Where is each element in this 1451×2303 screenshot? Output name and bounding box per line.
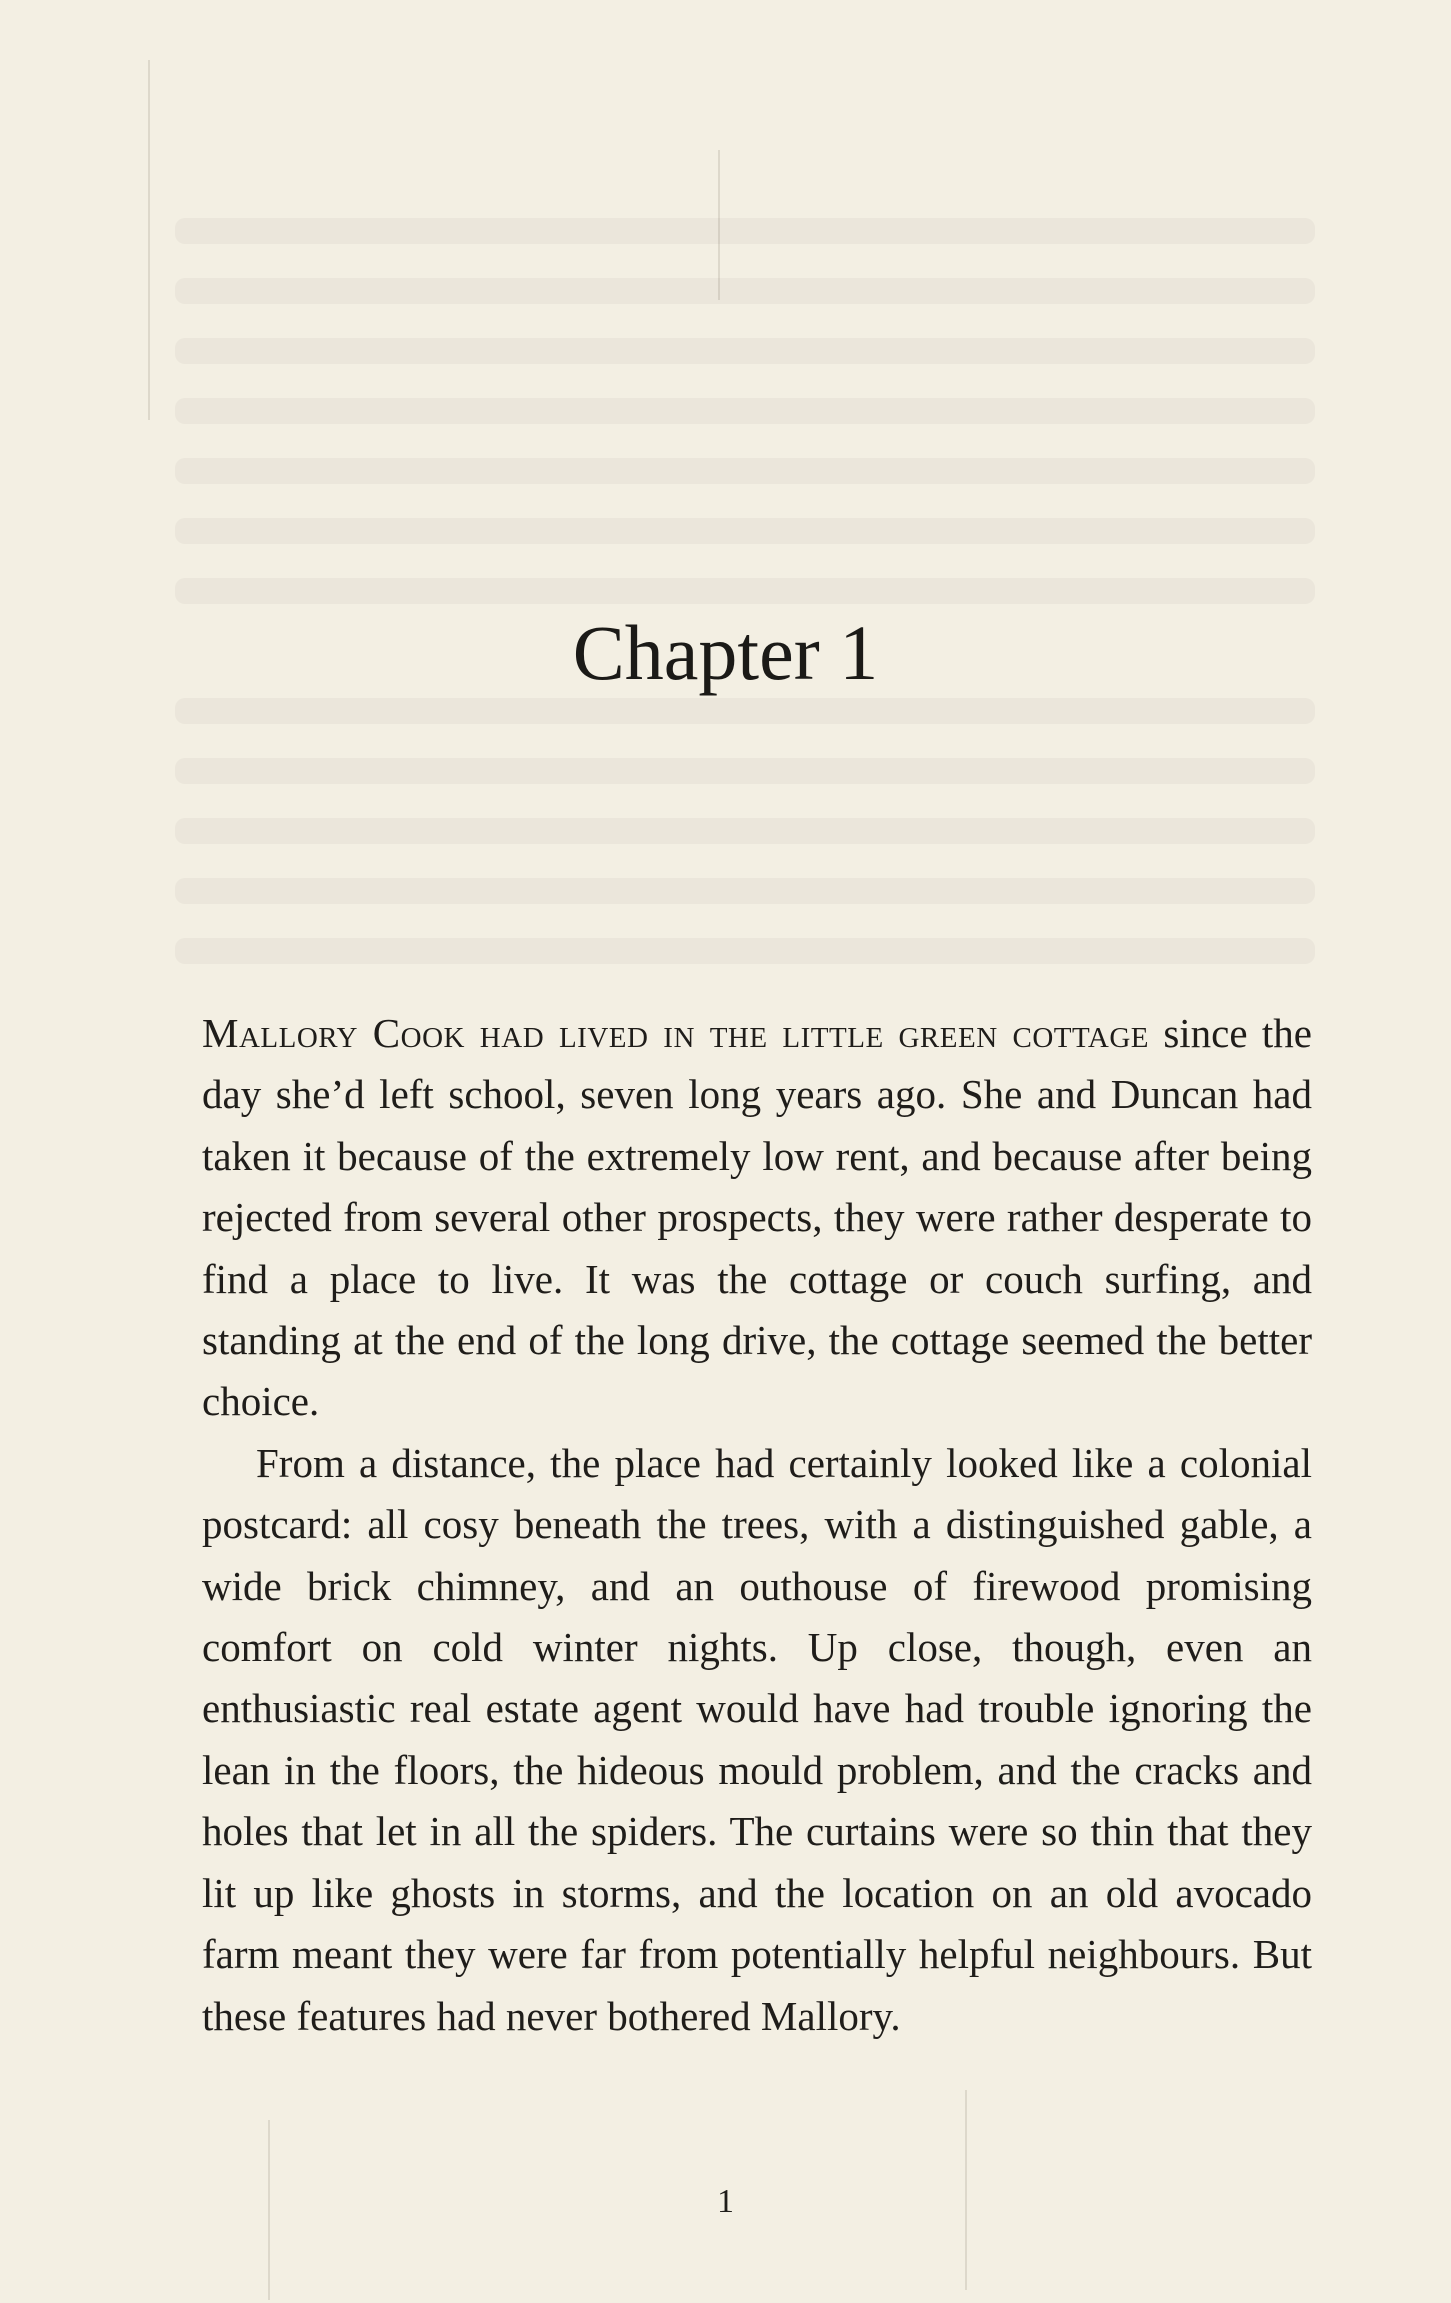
show-through-line — [175, 518, 1315, 544]
show-through-line — [175, 878, 1315, 904]
show-through-line — [175, 338, 1315, 364]
paragraph-1 — [202, 1003, 1312, 1433]
show-through-line — [175, 218, 1315, 244]
show-through-line — [175, 458, 1315, 484]
show-through-line — [175, 758, 1315, 784]
paragraph-1-text: since the day she’d left school, seven long years ago. She and Duncan had taken it because of the extremely low rent, and because after being rejected from several other prospects, they were rather desperate to find a place to live. It was the cottage or couch surfing, and standing at the end of the long drive, the cottage seemed the better choice. — [202, 1010, 1312, 1425]
show-through-line — [175, 698, 1315, 724]
show-through-line — [175, 278, 1315, 304]
chapter-body — [202, 1003, 1312, 2047]
page-number: 1 — [717, 2183, 734, 2220]
show-through-line — [175, 398, 1315, 424]
paragraph-2: From a distance, the place had certainly looked like a colonial postcard: all cosy beneath the trees, with a distinguished gable, a wide brick chimney, and an outhouse of firewood promising comfort on cold winter nights. Up close, though, even an enthusiastic real estate agent would have had trouble ignoring the lean in the floors, the hideous mould problem, and the cracks and holes that let in all the spiders. The curtains were so thin that they lit up like ghosts in storms, and the location on an old avocado farm meant they were far from potentially helpful neighbours. But these features had never bothered Mallory. — [202, 1439, 1312, 2039]
show-through-line — [175, 818, 1315, 844]
paper-crease — [148, 60, 150, 420]
chapter-title: Chapter 1 — [572, 609, 879, 696]
paragraph-1-lead-in: Mallory Cook had lived in the little green cottage — [202, 1010, 1149, 1056]
show-through-line — [175, 938, 1315, 964]
show-through-line — [175, 578, 1315, 604]
paper-crease — [718, 150, 720, 300]
